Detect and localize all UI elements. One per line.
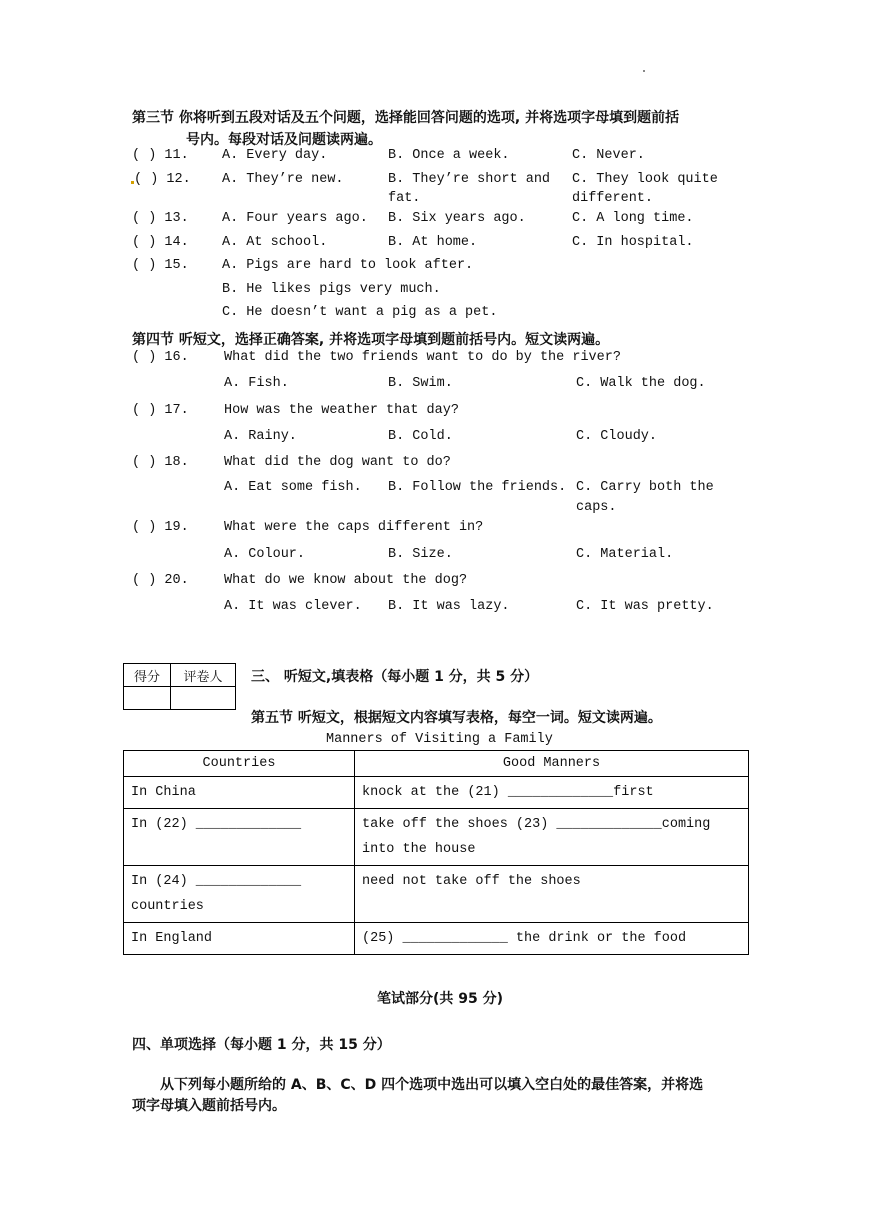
q12-number: ( ) 12.: [134, 172, 191, 187]
q18-option-c: C. Carry both the: [576, 480, 714, 495]
row-manner: (25) _____________ the drink or the food: [355, 923, 749, 955]
q18-question: What did the dog want to do?: [224, 455, 451, 470]
table-row: [124, 777, 749, 809]
q14-option-b: B. At home.: [388, 235, 478, 250]
q20-option-b: B. It was lazy.: [388, 599, 510, 614]
score-label: 得分: [124, 664, 171, 687]
table-row: [124, 866, 749, 923]
q19-option-b: B. Size.: [388, 547, 453, 562]
q17-option-c: C. Cloudy.: [576, 429, 658, 444]
written-part-title: 笔试部分(共 95 分): [377, 991, 504, 1007]
grader-label: 评卷人: [171, 664, 236, 687]
table-row: [124, 923, 749, 955]
q15-option-c: C. He doesn’t want a pig as a pet.: [222, 305, 498, 320]
q12-option-c-cont: different.: [572, 191, 654, 206]
q12-option-b-cont: fat.: [388, 191, 421, 206]
q18-option-b: B. Follow the friends.: [388, 480, 567, 495]
q13-number: ( ) 13.: [132, 211, 189, 226]
q16-number: ( ) 16.: [132, 350, 189, 365]
q19-number: ( ) 19.: [132, 520, 189, 535]
part4-instruction-cont: 项字母填入题前括号内。: [132, 1098, 286, 1114]
row-manner: take off the shoes (23) _____________coming into the house: [355, 809, 749, 866]
q11-option-b: B. Once a week.: [388, 148, 510, 163]
q15-number: ( ) 15.: [132, 258, 189, 273]
section4-heading: 第四节 听短文，选择正确答案, 并将选项字母填到题前括号内。短文读两遍。: [132, 332, 610, 348]
q20-question: What do we know about the dog?: [224, 573, 468, 588]
q15-option-a: A. Pigs are hard to look after.: [222, 258, 474, 273]
row-country: In China: [124, 777, 355, 809]
score-cell: [124, 687, 171, 710]
header-countries: Countries: [124, 751, 355, 777]
q11-option-a: A. Every day.: [222, 148, 328, 163]
score-box: [123, 663, 236, 710]
q12-option-a: A. They’re new.: [222, 172, 344, 187]
table-header-row: [124, 751, 749, 777]
q16-question: What did the two friends want to do by the river?: [224, 350, 621, 365]
q16-option-c: C. Walk the dog.: [576, 376, 706, 391]
q12-option-b: B. They’re short and: [388, 172, 551, 187]
q17-number: ( ) 17.: [132, 403, 189, 418]
q17-question: How was the weather that day?: [224, 403, 459, 418]
row-country: In (24) _____________ countries: [124, 866, 355, 923]
q13-option-c: C. A long time.: [572, 211, 694, 226]
q18-option-c-cont: caps.: [576, 500, 617, 515]
q19-option-c: C. Material.: [576, 547, 674, 562]
q15-option-b: B. He likes pigs very much.: [222, 282, 441, 297]
q18-option-a: A. Eat some fish.: [224, 480, 362, 495]
q14-option-a: A. At school.: [222, 235, 328, 250]
manners-table: [123, 750, 749, 955]
q18-number: ( ) 18.: [132, 455, 189, 470]
q19-question: What were the caps different in?: [224, 520, 484, 535]
q14-number: ( ) 14.: [132, 235, 189, 250]
row-country: In (22) _____________: [124, 809, 355, 866]
q16-option-b: B. Swim.: [388, 376, 453, 391]
q17-option-a: A. Rainy.: [224, 429, 297, 444]
q17-option-b: B. Cold.: [388, 429, 453, 444]
table-title: Manners of Visiting a Family: [326, 732, 553, 747]
row-manner: need not take off the shoes: [355, 866, 749, 923]
header-good-manners: Good Manners: [355, 751, 749, 777]
table-row: [124, 809, 749, 866]
q12-option-c: C. They look quite: [572, 172, 718, 187]
row-manner: knock at the (21) _____________first: [355, 777, 749, 809]
q19-option-a: A. Colour.: [224, 547, 306, 562]
q20-number: ( ) 20.: [132, 573, 189, 588]
section5-heading: 第五节 听短文，根据短文内容填写表格，每空一词。短文读两遍。: [251, 710, 662, 726]
part3-title: 三、 听短文,填表格（每小题 1 分，共 5 分）: [251, 669, 539, 685]
row-country: In England: [124, 923, 355, 955]
q13-option-b: B. Six years ago.: [388, 211, 526, 226]
q16-option-a: A. Fish.: [224, 376, 289, 391]
q11-option-c: C. Never.: [572, 148, 645, 163]
q20-option-a: A. It was clever.: [224, 599, 362, 614]
q13-option-a: A. Four years ago.: [222, 211, 368, 226]
grader-cell: [171, 687, 236, 710]
q14-option-c: C. In hospital.: [572, 235, 694, 250]
part4-title: 四、单项选择（每小题 1 分，共 15 分）: [132, 1037, 391, 1053]
section3-heading-cont: 号内。每段对话及问题读两遍。: [186, 132, 382, 148]
part4-instruction: 从下列每小题所给的 A、B、C、D 四个选项中选出可以填入空白处的最佳答案，并将选: [160, 1077, 704, 1093]
q11-number: ( ) 11.: [132, 148, 189, 163]
q20-option-c: C. It was pretty.: [576, 599, 714, 614]
section3-heading: 第三节 你将听到五段对话及五个问题，选择能回答问题的选项, 并将选项字母填到题前括: [132, 110, 680, 126]
stray-dot: [643, 70, 645, 72]
